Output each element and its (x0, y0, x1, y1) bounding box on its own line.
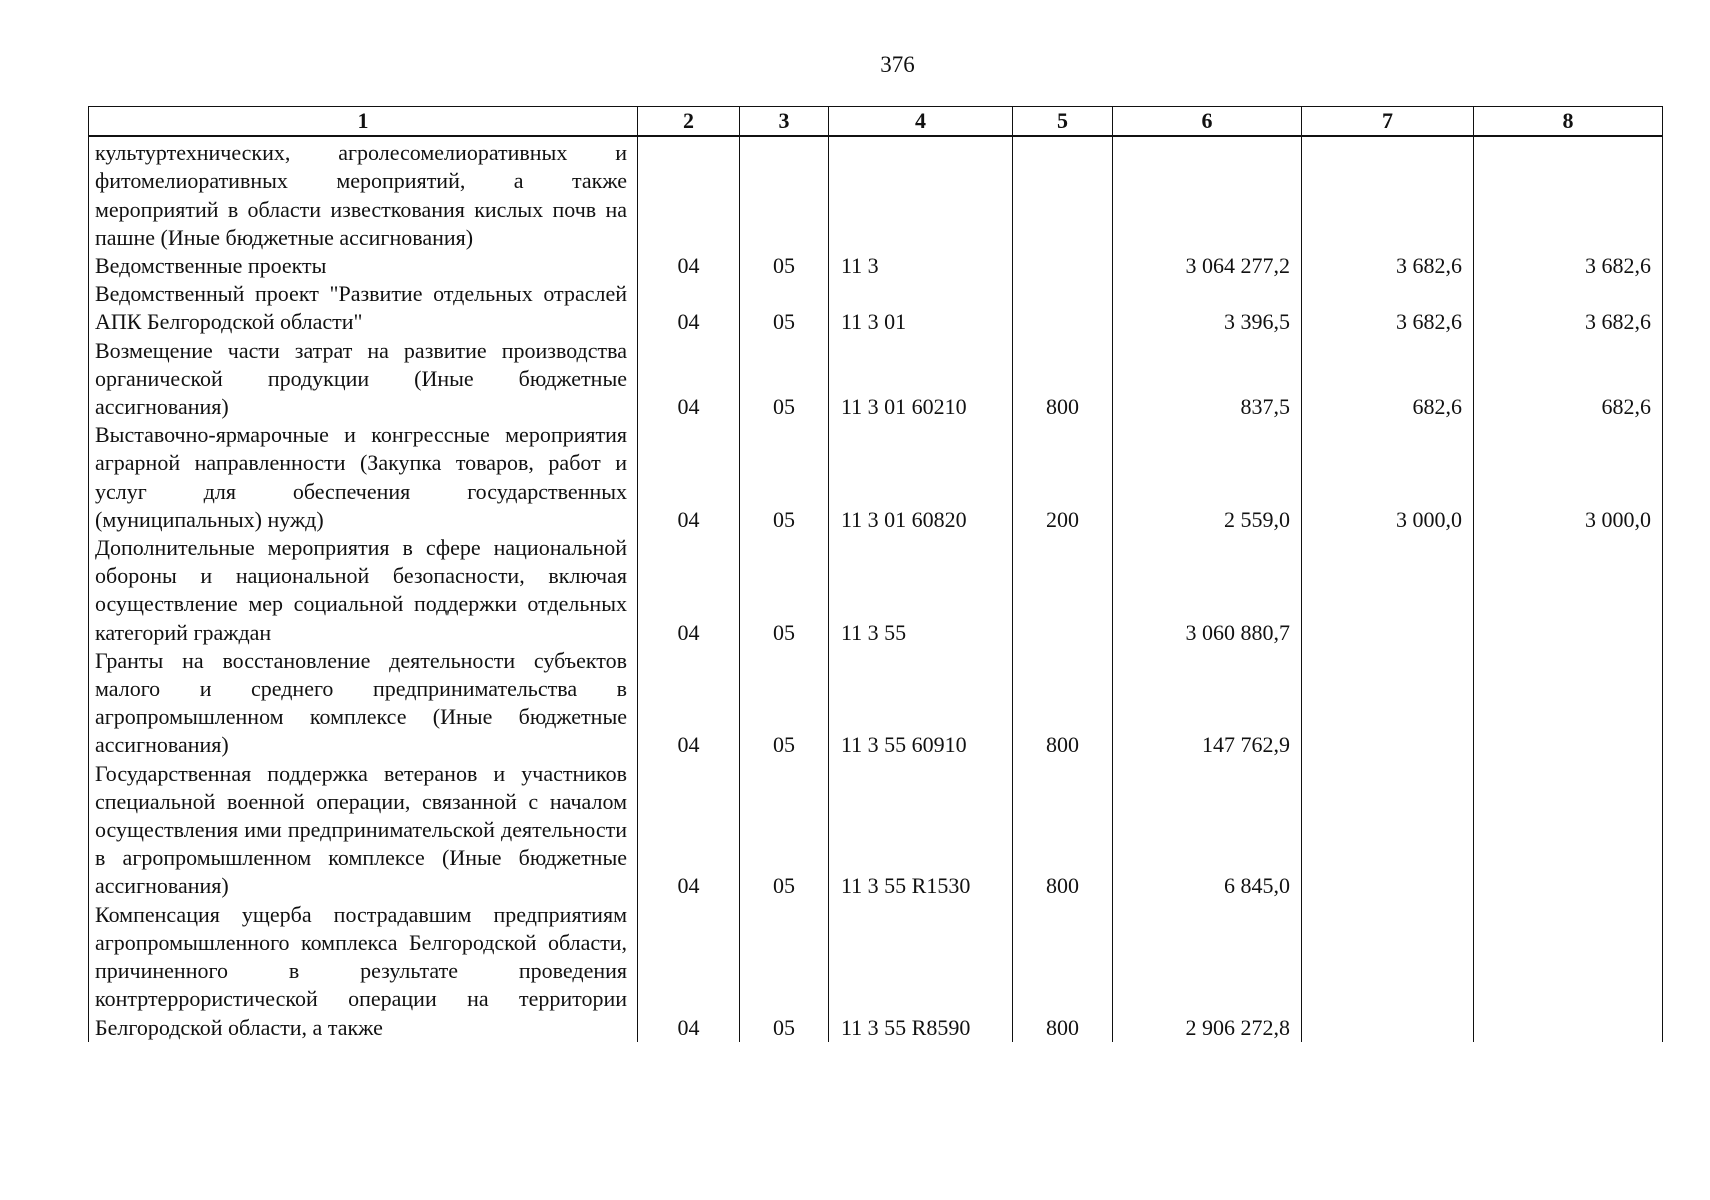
section-code: 04 (638, 252, 740, 280)
subsection-code: 05 (740, 280, 829, 336)
section-code: 04 (638, 421, 740, 534)
amount-col-7 (1302, 760, 1474, 901)
table-row (89, 337, 1663, 422)
amount-col-6: 837,5 (1113, 337, 1302, 422)
row-name: культуртехнических, агролесомелиоративных и фитомелиоративных мероприятий, а также мероприятий в области известкования кислых почв на пашне (Иные бюджетные ассигнования) (89, 136, 638, 252)
expense-type: 200 (1013, 421, 1113, 534)
row-name: Компенсация ущерба пострадавшим предприятиям агропромышленного комплекса Белгородской области, причиненного в результате проведения контртеррористической операции на территории Белгородской области, а также (89, 901, 638, 1042)
expense-type (1013, 252, 1113, 280)
amount-col-7 (1302, 136, 1474, 252)
expense-type (1013, 280, 1113, 336)
target-article: 11 3 55 R8590 (829, 901, 1013, 1042)
section-code: 04 (638, 760, 740, 901)
col-header-6: 6 (1113, 107, 1302, 137)
target-article: 11 3 01 60210 (829, 337, 1013, 422)
amount-col-6: 6 845,0 (1113, 760, 1302, 901)
target-article: 11 3 55 (829, 534, 1013, 647)
target-article: 11 3 (829, 252, 1013, 280)
row-name: Ведомственный проект "Развитие отдельных отраслей АПК Белгородской области" (89, 280, 638, 336)
header-row (89, 107, 1663, 137)
expense-type (1013, 534, 1113, 647)
subsection-code: 05 (740, 252, 829, 280)
amount-col-7 (1302, 534, 1474, 647)
amount-col-8: 682,6 (1474, 337, 1663, 422)
target-article: 11 3 01 (829, 280, 1013, 336)
section-code: 04 (638, 647, 740, 760)
section-code (638, 136, 740, 252)
row-name: Дополнительные мероприятия в сфере национальной обороны и национальной безопасности, включая осуществление мер социальной поддержки отдельных категорий граждан (89, 534, 638, 647)
subsection-code: 05 (740, 337, 829, 422)
expense-type (1013, 136, 1113, 252)
table-row (89, 421, 1663, 534)
amount-col-7: 682,6 (1302, 337, 1474, 422)
subsection-code: 05 (740, 534, 829, 647)
subsection-code: 05 (740, 901, 829, 1042)
amount-col-8 (1474, 901, 1663, 1042)
subsection-code (740, 136, 829, 252)
row-name: Гранты на восстановление деятельности субъектов малого и среднего предпринимательства в агропромышленном комплексе (Иные бюджетные ассигнования) (89, 647, 638, 760)
col-header-7: 7 (1302, 107, 1474, 137)
section-code: 04 (638, 534, 740, 647)
col-header-4: 4 (829, 107, 1013, 137)
budget-table (88, 106, 1663, 1042)
amount-col-7 (1302, 647, 1474, 760)
target-article: 11 3 55 R1530 (829, 760, 1013, 901)
target-article: 11 3 01 60820 (829, 421, 1013, 534)
section-code: 04 (638, 337, 740, 422)
col-header-5: 5 (1013, 107, 1113, 137)
subsection-code: 05 (740, 760, 829, 901)
row-name: Государственная поддержка ветеранов и участников специальной военной операции, связанной с началом осуществления ими предпринимательской деятельности в агропромышленном комплексе (Иные бюджетные ассигнования) (89, 760, 638, 901)
amount-col-7: 3 000,0 (1302, 421, 1474, 534)
expense-type: 800 (1013, 901, 1113, 1042)
amount-col-6: 147 762,9 (1113, 647, 1302, 760)
table-row (89, 534, 1663, 647)
table-row (89, 136, 1663, 252)
table-row (89, 901, 1663, 1042)
col-header-1: 1 (89, 107, 638, 137)
amount-col-7 (1302, 901, 1474, 1042)
amount-col-8 (1474, 534, 1663, 647)
amount-col-6: 3 396,5 (1113, 280, 1302, 336)
amount-col-8 (1474, 760, 1663, 901)
amount-col-6: 2 559,0 (1113, 421, 1302, 534)
amount-col-8: 3 682,6 (1474, 280, 1663, 336)
amount-col-6 (1113, 136, 1302, 252)
table-row (89, 280, 1663, 336)
amount-col-7: 3 682,6 (1302, 280, 1474, 336)
row-name: Возмещение части затрат на развитие производства органической продукции (Иные бюджетные ассигнования) (89, 337, 638, 422)
section-code: 04 (638, 280, 740, 336)
expense-type: 800 (1013, 337, 1113, 422)
expense-type: 800 (1013, 647, 1113, 760)
table-row (89, 647, 1663, 760)
subsection-code: 05 (740, 421, 829, 534)
amount-col-8: 3 000,0 (1474, 421, 1663, 534)
col-header-2: 2 (638, 107, 740, 137)
target-article: 11 3 55 60910 (829, 647, 1013, 760)
section-code: 04 (638, 901, 740, 1042)
amount-col-8 (1474, 136, 1663, 252)
table-row (89, 252, 1663, 280)
col-header-8: 8 (1474, 107, 1663, 137)
table-row (89, 760, 1663, 901)
row-name: Ведомственные проекты (89, 252, 638, 280)
page-number: 376 (880, 52, 915, 77)
amount-col-8 (1474, 647, 1663, 760)
amount-col-6: 2 906 272,8 (1113, 901, 1302, 1042)
col-header-3: 3 (740, 107, 829, 137)
row-name: Выставочно-ярмарочные и конгрессные мероприятия аграрной направленности (Закупка товаров, работ и услуг для обеспечения государственных (муниципальных) нужд) (89, 421, 638, 534)
amount-col-6: 3 060 880,7 (1113, 534, 1302, 647)
amount-col-8: 3 682,6 (1474, 252, 1663, 280)
expense-type: 800 (1013, 760, 1113, 901)
amount-col-7: 3 682,6 (1302, 252, 1474, 280)
target-article (829, 136, 1013, 252)
subsection-code: 05 (740, 647, 829, 760)
amount-col-6: 3 064 277,2 (1113, 252, 1302, 280)
